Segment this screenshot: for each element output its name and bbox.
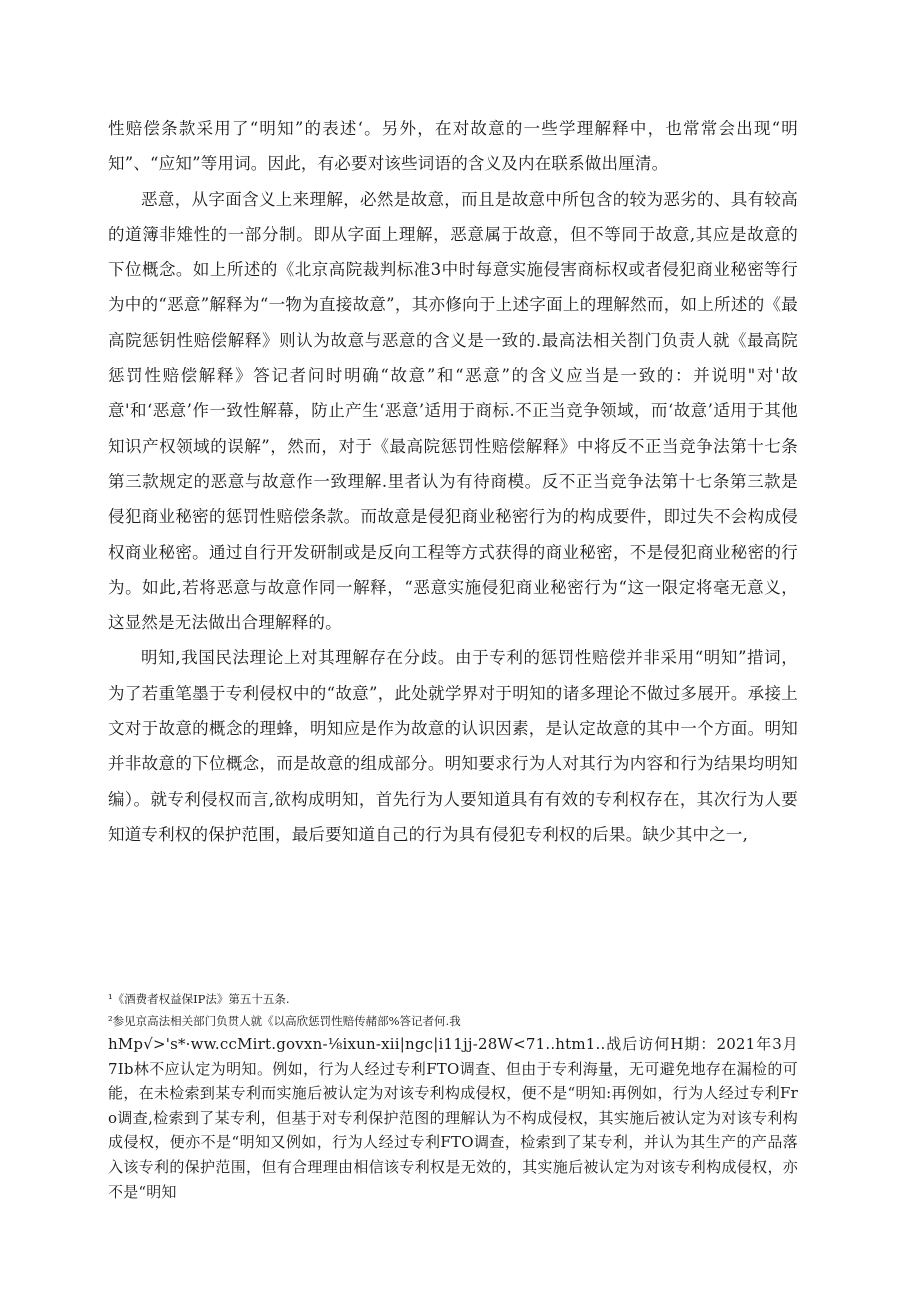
footnote-1: ¹《酒费者权益保IP法》第五十五条. (108, 992, 290, 1006)
footnote-2-continued: hMp√>'s*·ww.ccMirt.govxn-⅛ixun-xii|ngc|i11jj-28W<71..htm1..战后访何H期：2021年3月7Ib林不应认定为明知。例如，行为人经过专利FTO调查、但由于专利海量，无可避免地存在漏检的可能，在未检索到某专利而实施后被认定为对该专利构成侵权，便不是“明知:再例如，行为人经过专利Fro调查,检索到了某专利，但基于对专利保护范图的理解认为不构成侵权，其实施后被认定为对该专利构成侵权，便亦不是“明知又例如，行为人经过专利FTO调查，检索到了某专利，并认为其生产的产品落入该专利的保护范围，但有合理理由相信该专利权是无效的，其实施后被认定为对该专利构成侵权，亦不是“明知 (108, 1035, 798, 1201)
footnote-2: ²参见京高法相关部门负贯人就《以高欣惩罚性赔传赭部%答记者何.我 (108, 1014, 461, 1028)
body-text (108, 111, 798, 852)
paragraph-1: 性赔偿条款采用了“明知”的表述‘。另外，在对故意的一些学理解释中，也常常会出现“明知”、“应知”等用词。因此，有必要对该些词语的含义及内在联系做出厘清。 (108, 119, 798, 174)
paragraph-3: 明知,我国民法理论上对其理解存在分歧。由于专利的惩罚性赔偿并非采用“明知”措词，为了若重笔墨于专利侵权中的“故意”，此处就学界对于明知的诸多理论不做过多展开。承接上文对于故意的概念的理蜂，明知应是作为故意的认识因素，是认定故意的其中一个方面。明知并非故意的下位概念，而是故意的组成部分。明知要求行为人对其行为内容和行为结果均明知编）。就专利侵权而言,欲构成明知，首先行为人要知道具有有效的专利权存在，其次行为人要知道专利权的保护范围，最后要知道自己的行为具有侵犯专利权的后果。缺少其中之一, (108, 648, 798, 844)
footnotes (108, 988, 798, 1204)
paragraph-2: 恶意，从字面含义上来理解，必然是故意，而且是故意中所包含的较为恶劣的、具有较高的道簿非雉性的一部分制。即从字面上理解，恶意属于故意，但不等同于故意,其应是故意的下位概念。如上所述的《北京高院裁判标准3中时每意实施侵害商标权或者侵犯商业秘密等行为中的“恶意”解释为“一物为直接故意”，其亦修向于上述字面上的理解然而，如上所述的《最高院惩钥性赔偿解释》则认为故意与恶意的含义是一致的.最高法相关剳门负责人就《最高院惩罚性赔偿解释》答记者问时明确“故意”和“恶意”的含义应当是一致的：并说明"对'故意'和‘恶意’作一致性解幕，防止产生‘恶意’适用于商标.不正当竞争领域，而‘故意’适用于其他知识产权领域的误解”，然而，对于《最高院惩罚性赔偿解释》中将反不正当竞争法第十七条第三款规定的恶意与故意作一致理解.里者认为有待商模。反不正当竞争法第十七条第三款是侵犯商业秘密的惩罚性赔偿条款。而故意是侵犯商业秘密行为的构成要件，即过失不会构成侵权商业秘密。通过自行开发研制或是反向工程等方式获得的商业秘密，不是侵犯商业秘密的行为。如此,若将恶意与故意作同一解释，“恶意实施侵犯商业秘密行为“这一限定将毫无意义，这显然是无法做出合理解释的。 (108, 189, 798, 633)
